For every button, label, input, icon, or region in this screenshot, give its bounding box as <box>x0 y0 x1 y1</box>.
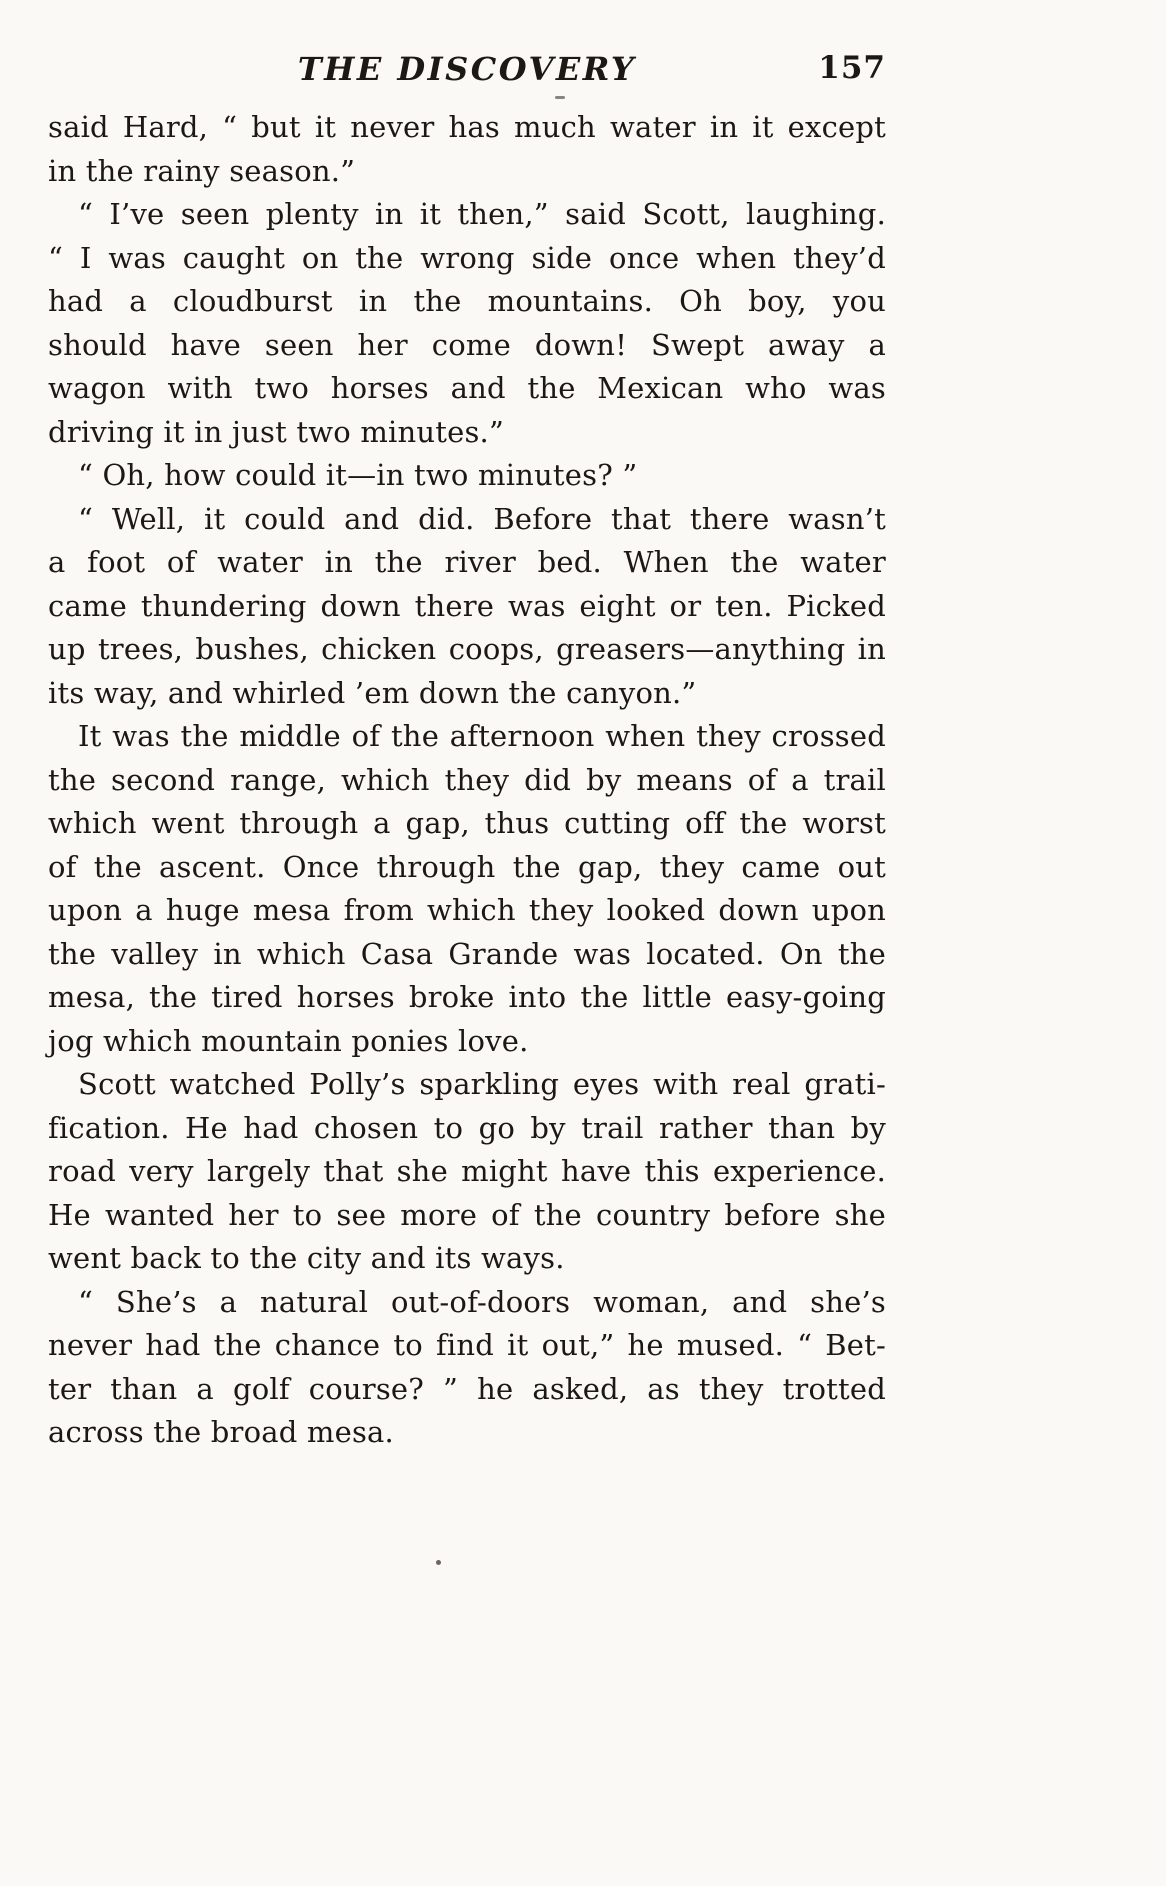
paragraph <box>48 1281 886 1455</box>
text-line: its way, and whirled ’em down the canyon.” <box>48 675 697 710</box>
text-line: upon a huge mesa from which they looked down upon <box>48 893 886 927</box>
text-line: “ Well, it could and did. Before that there wasn’t <box>78 501 886 536</box>
text-line: in the rainy season.” <box>48 153 356 188</box>
chapter-title: THE DISCOVERY <box>297 50 637 88</box>
text-line: jog which mountain ponies love. <box>48 1023 529 1058</box>
text-line: “ She’s a natural out-of-doors woman, and she’s <box>78 1284 886 1319</box>
text-line: should have seen her come down! Swept away a <box>48 327 886 362</box>
text-line: “ Oh, how could it—in two minutes? ” <box>78 458 638 492</box>
running-header <box>48 50 886 94</box>
paragraph <box>48 193 886 454</box>
scan-artifact-dot <box>436 1560 441 1565</box>
body-text <box>48 106 886 1455</box>
text-line: had a cloudburst in the mountains. Oh boy, you <box>48 284 886 318</box>
text-line: He wanted her to see more of the country before she <box>48 1197 886 1232</box>
text-line: never had the chance to find it out,” he mused. “ Bet- <box>48 1328 886 1362</box>
paragraph <box>48 454 886 498</box>
text-line: road very largely that she might have this experience. <box>48 1154 886 1188</box>
text-line: up trees, bushes, chicken coops, greasers—anything in <box>48 632 886 666</box>
paragraph <box>48 1063 886 1281</box>
text-line: “ I was caught on the wrong side once when they’d <box>48 240 886 275</box>
paragraph <box>48 498 886 716</box>
text-line: the valley in which Casa Grande was located. On the <box>48 936 886 971</box>
text-line: ter than a golf course? ” he asked, as they trotted <box>48 1371 886 1406</box>
text-line: driving it in just two minutes.” <box>48 414 504 449</box>
page-number: 157 <box>818 50 886 86</box>
scan-artifact-dash <box>555 96 565 99</box>
text-line: across the broad mesa. <box>48 1415 394 1449</box>
text-line: wagon with two horses and the Mexican who was <box>48 371 886 405</box>
text-line: which went through a gap, thus cutting off the worst <box>48 806 886 840</box>
text-line: mesa, the tired horses broke into the little easy-going <box>48 980 886 1014</box>
text-line: said Hard, “ but it never has much water in it except <box>48 110 886 144</box>
paragraph <box>48 106 886 193</box>
text-line: a foot of water in the river bed. When the water <box>48 545 886 579</box>
text-line: the second range, which they did by means of a trail <box>48 762 886 797</box>
text-line: fication. He had chosen to go by trail rather than by <box>48 1110 886 1145</box>
text-line: came thundering down there was eight or ten. Picked <box>48 588 886 623</box>
paragraph <box>48 715 886 1063</box>
text-line: It was the middle of the afternoon when they crossed <box>78 719 886 753</box>
text-line: went back to the city and its ways. <box>48 1241 565 1275</box>
text-line: of the ascent. Once through the gap, they came out <box>48 849 886 884</box>
text-line: “ I’ve seen plenty in it then,” said Scott, laughing. <box>78 197 886 231</box>
text-line: Scott watched Polly’s sparkling eyes with real grati- <box>78 1067 886 1101</box>
